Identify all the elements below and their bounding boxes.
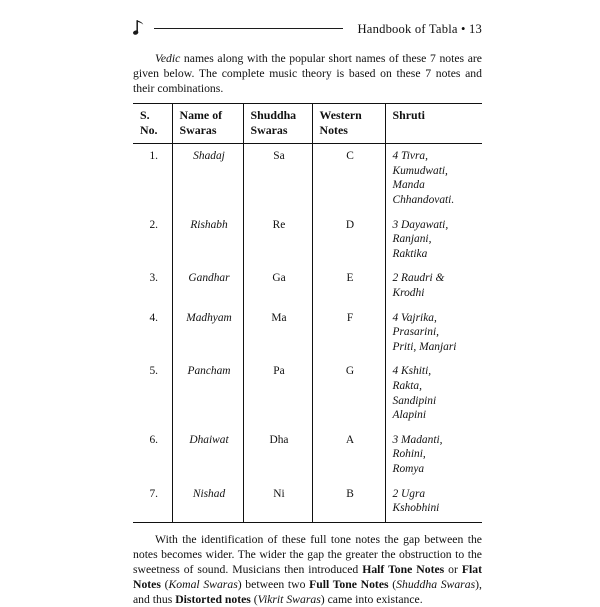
outro-seg-8: ) came into existance.: [320, 593, 423, 607]
cell-shuddha: Ga: [243, 266, 312, 305]
cell-western: E: [312, 266, 385, 305]
shruti-line: 4 Kshiti,: [392, 365, 432, 378]
table-body: [133, 144, 482, 522]
table-row: [133, 428, 482, 482]
cell-shruti: [385, 482, 482, 523]
table-header-shuddha: [243, 104, 312, 144]
cell-western: G: [312, 359, 385, 427]
table-row: [133, 213, 482, 267]
shruti-line: Raktika: [392, 247, 428, 260]
cell-shruti: [385, 428, 482, 482]
cell-sno: 4.: [133, 306, 172, 360]
cell-name: Pancham: [172, 359, 243, 427]
shruti-line: Kumudwati,: [392, 164, 448, 177]
shruti-line: 3 Dayawati,: [392, 218, 449, 231]
table-row: [133, 482, 482, 523]
running-head-rule: [154, 28, 343, 29]
outro-bold-flat-notes: Flat Notes: [133, 562, 482, 592]
cell-sno: 5.: [133, 359, 172, 427]
shruti-line: Krodhi: [392, 287, 425, 300]
cell-sno: 2.: [133, 213, 172, 267]
cell-shuddha: Ma: [243, 306, 312, 360]
table-header-row: [133, 104, 482, 144]
cell-name: Shadaj: [172, 144, 243, 213]
shruti-line: Kshobhini: [392, 502, 440, 515]
shruti-line: Romya: [392, 462, 425, 475]
music-note-icon: [133, 19, 146, 39]
shruti-line: Alapini: [392, 409, 427, 422]
cell-name: Rishabh: [172, 213, 243, 267]
table-row: [133, 266, 482, 305]
outro-seg-7: (: [250, 593, 258, 607]
cell-shuddha: Sa: [243, 144, 312, 213]
cell-name: Nishad: [172, 482, 243, 523]
outro-seg-5: (: [388, 578, 397, 592]
outro-bold-distorted-notes: Distorted notes: [175, 593, 251, 607]
outro-seg-4: ) between two: [237, 578, 310, 592]
shruti-line: Sandipini: [392, 394, 437, 407]
cell-shruti: [385, 144, 482, 213]
shruti-line: Priti, Manjari: [392, 340, 457, 353]
cell-western: F: [312, 306, 385, 360]
running-head: [133, 16, 482, 42]
cell-shruti: [385, 306, 482, 360]
cell-western: C: [312, 144, 385, 213]
outro-italic-shuddha-swaras: Shuddha Swaras: [396, 578, 476, 592]
cell-western: A: [312, 428, 385, 482]
table-header-sno-line2: No.: [140, 122, 158, 137]
cell-shruti: [385, 359, 482, 427]
running-head-title: Handbook of Tabla • 13: [357, 21, 482, 36]
outro-bold-half-tone-notes: Half Tone Notes: [362, 562, 445, 576]
table-row: [133, 359, 482, 427]
table-header-name-line1: Name of: [179, 108, 223, 123]
cell-name: Gandhar: [172, 266, 243, 305]
outro-italic-vikrit-swaras: Vikrit Swaras: [257, 593, 321, 607]
cell-name: Dhaiwat: [172, 428, 243, 482]
table-header-western: [312, 104, 385, 144]
shruti-line: Prasarini,: [392, 326, 440, 339]
cell-shuddha: Pa: [243, 359, 312, 427]
shruti-line: 2 Ugra: [392, 487, 426, 500]
cell-shuddha: Re: [243, 213, 312, 267]
cell-western: D: [312, 213, 385, 267]
table-header-shuddha-line2: Swaras: [250, 122, 288, 137]
outro-seg-1: With the identification of these full tone notes the gap between the notes becomes wider. The wider the gap the greater the obstruction to the sweetness of sound. Musicians then introduced: [133, 532, 482, 576]
outro-seg-6: ), and thus: [133, 578, 482, 607]
cell-sno: 3.: [133, 266, 172, 305]
outro-paragraph: [133, 532, 482, 607]
table-header-name-line2: Swaras: [179, 122, 217, 137]
table-row: [133, 144, 482, 213]
table-header-sno-line1: S.: [140, 108, 150, 123]
shruti-line: Rakta,: [392, 380, 422, 392]
shruti-line: 3 Madanti,: [392, 433, 443, 446]
cell-sno: 6.: [133, 428, 172, 482]
table-header-name: [172, 104, 243, 144]
cell-shruti: [385, 266, 482, 305]
shruti-line: 2 Raudri &: [392, 272, 445, 285]
cell-shuddha: Dha: [243, 428, 312, 482]
outro-italic-komal-swaras: Komal Swaras: [168, 578, 238, 592]
cell-shruti: [385, 213, 482, 267]
intro-italic-lead: Vedic: [155, 52, 181, 65]
shruti-line: 4 Tivra,: [392, 150, 428, 163]
outro-bold-full-tone-notes: Full Tone Notes: [309, 578, 389, 592]
shruti-line: Chhandovati.: [392, 194, 455, 207]
table-header-sno: [133, 104, 172, 144]
intro-paragraph: [133, 51, 482, 96]
table-header-shruti: [385, 104, 482, 144]
outro-seg-3: (: [160, 578, 169, 592]
shruti-line: 4 Vajrika,: [392, 311, 437, 324]
shruti-line: Rohini,: [392, 448, 426, 461]
table-header-shruti-line1: Shruti: [392, 108, 425, 123]
table-header-western-line1: Western: [319, 108, 362, 123]
table-row: [133, 306, 482, 360]
intro-rest: names along with the popular short names of these 7 notes are given below. The complete music theory is based on these 7 notes and their combinations.: [133, 52, 482, 96]
table-header-shuddha-line1: Shuddha: [250, 108, 297, 123]
cell-western: B: [312, 482, 385, 523]
cell-sno: 7.: [133, 482, 172, 523]
cell-sno: 1.: [133, 144, 172, 213]
swara-notes-table: [133, 103, 482, 522]
table-header-western-line2: Notes: [319, 122, 348, 137]
shruti-line: Ranjani,: [392, 233, 432, 246]
cell-shuddha: Ni: [243, 482, 312, 523]
shruti-line: Manda: [392, 179, 425, 192]
cell-name: Madhyam: [172, 306, 243, 360]
outro-seg-2: or: [444, 562, 462, 576]
